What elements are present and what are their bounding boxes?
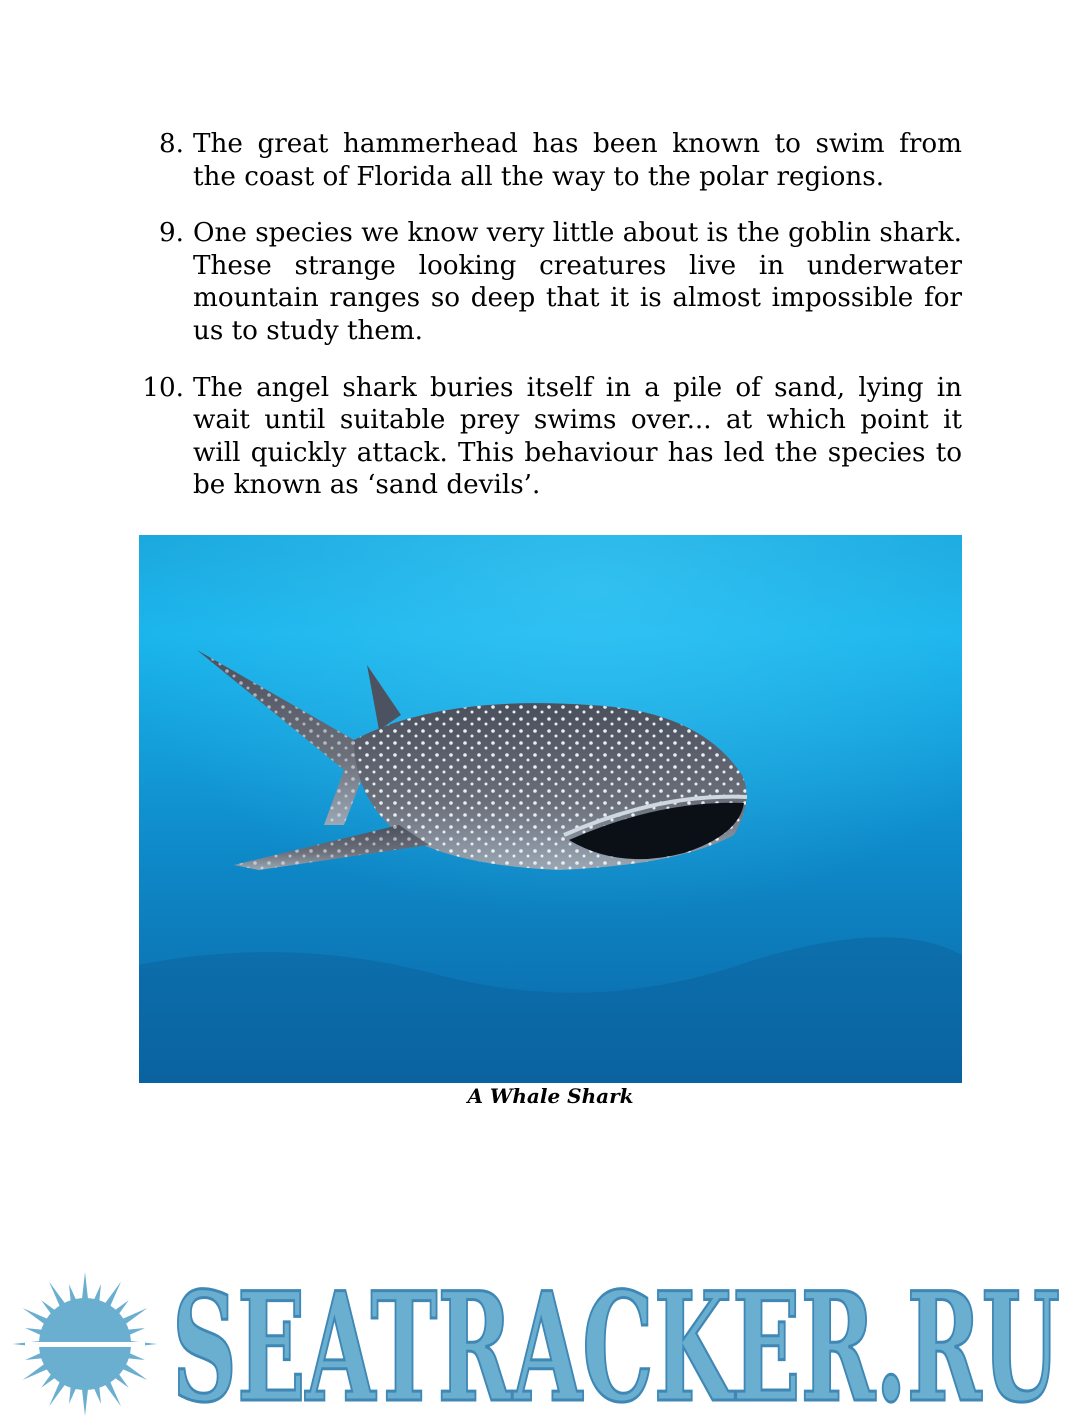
fact-text: One species we know very little about is the goblin shark. These strange looking creatures live in underwater mountain ranges so deep that it is almost impossible for us to study them. bbox=[193, 218, 962, 346]
photo-caption: A Whale Shark bbox=[467, 1084, 634, 1108]
sun-ray bbox=[81, 1384, 88, 1416]
whale-shark-photo bbox=[139, 535, 962, 1083]
fact-item bbox=[140, 128, 962, 193]
watermark-text: SEATRACKER.RU bbox=[172, 1262, 1060, 1425]
fact-item bbox=[140, 372, 962, 502]
seatracker-watermark bbox=[0, 1262, 1080, 1425]
facts-list bbox=[140, 128, 962, 526]
fact-number: 10. bbox=[142, 372, 184, 403]
fact-item bbox=[140, 217, 962, 347]
fact-number: 8. bbox=[159, 129, 184, 159]
sun-ray bbox=[81, 1272, 88, 1304]
fact-number: 9. bbox=[159, 218, 184, 249]
fact-text: The angel shark buries itself in a pile of sand, lying in wait until suitable prey swims over... at which point it will quickly attack. This behaviour has led the species to be known as ‘sand devils’. bbox=[193, 372, 962, 501]
sun-icon bbox=[13, 1272, 157, 1416]
whale-shark-illustration bbox=[139, 535, 962, 1083]
fact-text: The great hammerhead has been known to swim from the coast of Florida all the way to the polar regions. bbox=[193, 129, 962, 192]
